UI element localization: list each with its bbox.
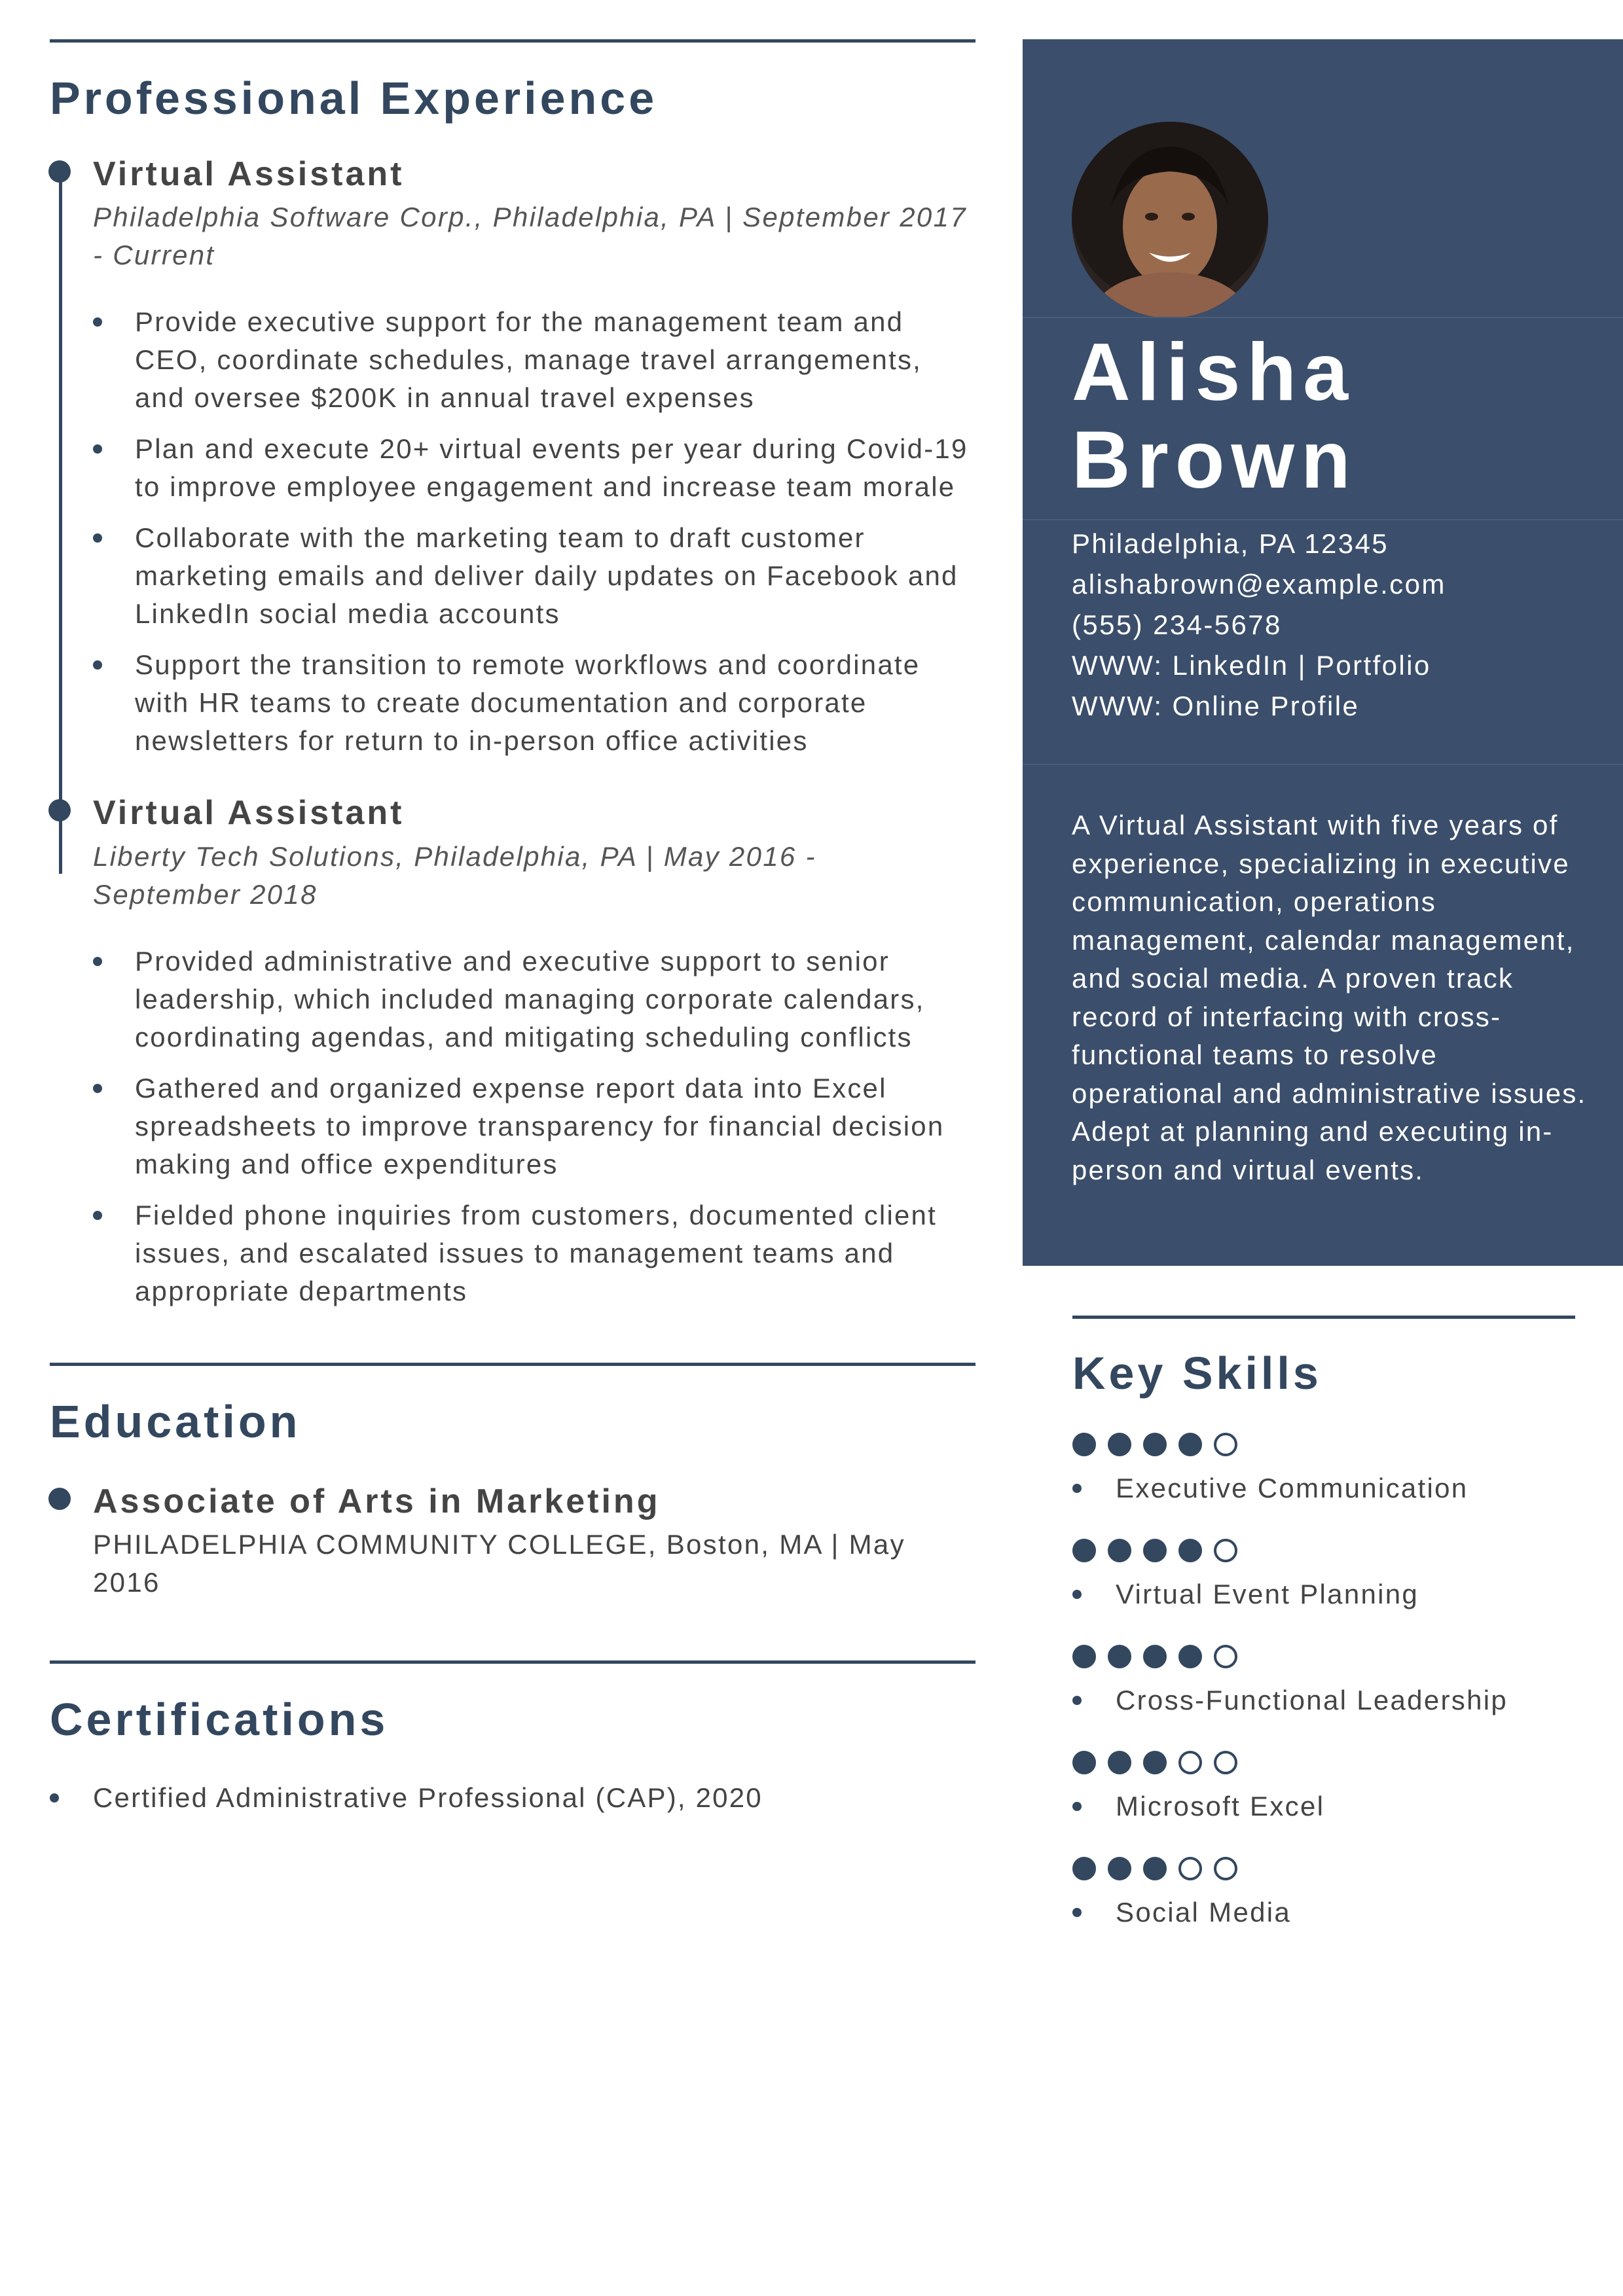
rating-dot-filled xyxy=(1178,1645,1202,1668)
skills-section xyxy=(1072,1316,1575,1963)
summary-paragraph: A Virtual Assistant with five years of experience, specializing in executive communication, operations management, calendar management, and social media. A proven track record of interfacing with cross-functional teams to resolve operational and administrative issues. xyxy=(1072,810,1587,1109)
section-divider xyxy=(1072,1316,1575,1319)
rating-dot-filled xyxy=(1108,1857,1131,1880)
skill-name: Cross-Functional Leadership xyxy=(1072,1681,1575,1719)
sidebar-divider xyxy=(1023,764,1623,765)
job-company-date xyxy=(93,198,976,274)
sidebar-divider xyxy=(1023,519,1623,520)
skills-heading: Key Skills xyxy=(1072,1348,1322,1399)
certifications-heading: Certifications xyxy=(50,1694,389,1746)
list-item: Fielded phone inquiries from customers, documented client issues, and escalated issues to management teams and appropriate departments xyxy=(135,1196,976,1310)
skill-name: Microsoft Excel xyxy=(1072,1787,1575,1825)
experience-timeline xyxy=(50,154,976,1310)
rating-dot-filled xyxy=(1143,1433,1167,1456)
rating-dot-filled xyxy=(1072,1857,1096,1880)
section-divider xyxy=(50,39,976,43)
degree-title: Associate of Arts in Marketing xyxy=(93,1482,661,1520)
skill-list xyxy=(1072,1433,1575,1931)
skill-rating xyxy=(1072,1751,1575,1774)
rating-dot-filled xyxy=(1108,1751,1131,1774)
contact-info xyxy=(1072,524,1446,726)
rating-dot-empty xyxy=(1214,1751,1237,1774)
summary-paragraph: Adept at planning and executing in-person and virtual events. xyxy=(1072,1116,1554,1185)
rating-dot-filled xyxy=(1143,1539,1167,1562)
rating-dot-filled xyxy=(1178,1539,1202,1562)
experience-heading: Professional Experience xyxy=(50,73,658,124)
email-link[interactable]: alishabrown@example.com xyxy=(1072,569,1446,600)
list-item: Collaborate with the marketing team to draft customer marketing emails and deliver daily updates on Facebook and LinkedIn social media accounts xyxy=(135,519,976,633)
last-name: Brown xyxy=(1072,415,1357,505)
avatar-portrait-icon xyxy=(1072,122,1268,318)
profile-summary xyxy=(1072,806,1596,1189)
rating-dot-empty xyxy=(1214,1539,1237,1562)
list-item: Gathered and organized expense report data into Excel spreadsheets to improve transparency for financial decision making and office expenditures xyxy=(135,1069,976,1183)
rating-dot-filled xyxy=(1072,1751,1096,1774)
job-meta-line: Philadelphia Software Corp., Philadelphia, PA | September 2017 xyxy=(93,202,967,233)
school-info: PHILADELPHIA COMMUNITY COLLEGE, Boston, MA | May 2016 xyxy=(93,1529,905,1598)
job-entry xyxy=(50,793,976,1310)
job-title: Virtual Assistant xyxy=(93,794,405,833)
first-name: Alisha xyxy=(1072,327,1355,418)
timeline-dot xyxy=(48,1488,71,1510)
education-heading: Education xyxy=(50,1395,301,1447)
section-divider xyxy=(50,1363,976,1366)
job-company-date xyxy=(93,838,976,914)
list-item: Provide executive support for the management team and CEO, coordinate schedules, manage travel arrangements, and oversee $200K in annual travel expenses xyxy=(135,303,976,417)
education-entry xyxy=(50,1481,976,1602)
skill-rating xyxy=(1072,1857,1575,1880)
section-divider xyxy=(50,1660,976,1664)
profile-sidebar xyxy=(1023,39,1623,1266)
rating-dot-filled xyxy=(1072,1433,1096,1456)
rating-dot-empty xyxy=(1214,1433,1237,1456)
skill-name: Virtual Event Planning xyxy=(1072,1575,1575,1613)
rating-dot-filled xyxy=(1072,1645,1096,1668)
rating-dot-filled xyxy=(1108,1645,1131,1668)
sidebar-divider xyxy=(1023,317,1623,318)
website-link[interactable]: WWW: Online Profile xyxy=(1072,691,1360,721)
profile-name xyxy=(1072,329,1357,504)
list-item: Plan and execute 20+ virtual events per year during Covid-19 to improve employee engagement and increase team morale xyxy=(135,430,976,506)
job-entry xyxy=(50,154,976,760)
job-title: Virtual Assistant xyxy=(93,155,405,193)
rating-dot-filled xyxy=(1143,1857,1167,1880)
website-link[interactable]: WWW: LinkedIn | Portfolio xyxy=(1072,650,1431,681)
rating-dot-filled xyxy=(1178,1433,1202,1456)
job-meta-line: - Current xyxy=(93,240,215,271)
rating-dot-filled xyxy=(1072,1539,1096,1562)
rating-dot-filled xyxy=(1108,1539,1131,1562)
main-column xyxy=(50,39,976,1817)
list-item: Certified Administrative Professional (CAP), 2020 xyxy=(50,1779,976,1817)
rating-dot-filled xyxy=(1108,1433,1131,1456)
job-bullets xyxy=(93,303,976,760)
timeline-dot xyxy=(48,160,71,183)
list-item: Provided administrative and executive support to senior leadership, which included managing corporate calendars, coordinating agendas, and mitigating scheduling conflicts xyxy=(135,942,976,1056)
address: Philadelphia, PA 12345 xyxy=(1072,528,1389,559)
skill-rating xyxy=(1072,1539,1575,1562)
timeline-dot xyxy=(48,799,71,821)
job-meta-line: Liberty Tech Solutions, Philadelphia, PA | May 2016 - xyxy=(93,840,816,872)
rating-dot-filled xyxy=(1143,1645,1167,1668)
avatar xyxy=(1072,122,1268,318)
skill-name: Executive Communication xyxy=(1072,1469,1575,1507)
job-bullets xyxy=(93,942,976,1310)
rating-dot-empty xyxy=(1178,1857,1202,1880)
skill-rating xyxy=(1072,1645,1575,1668)
skill-rating xyxy=(1072,1433,1575,1456)
rating-dot-empty xyxy=(1178,1751,1202,1774)
rating-dot-filled xyxy=(1143,1751,1167,1774)
rating-dot-empty xyxy=(1214,1645,1237,1668)
list-item: Support the transition to remote workflows and coordinate with HR teams to create documentation and corporate newsletters for return to in-person office activities xyxy=(135,646,976,760)
rating-dot-empty xyxy=(1214,1857,1237,1880)
phone: (555) 234-5678 xyxy=(1072,609,1282,640)
skill-name: Social Media xyxy=(1072,1893,1575,1931)
job-meta-line: September 2018 xyxy=(93,878,318,910)
